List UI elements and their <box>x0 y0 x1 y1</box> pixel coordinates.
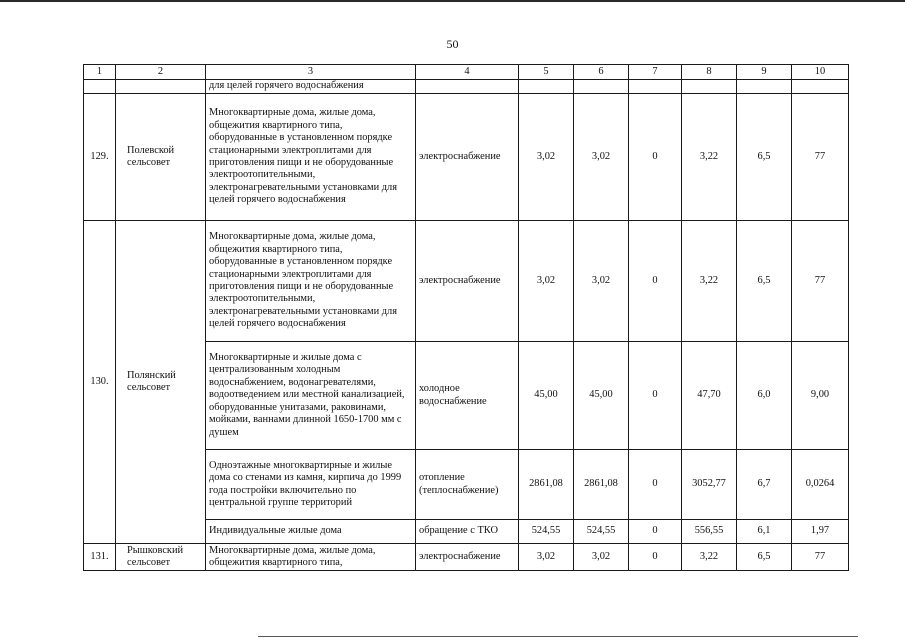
value-cell: 556,55 <box>682 520 737 544</box>
header-cell: 6 <box>574 65 629 80</box>
value-cell: 6,0 <box>737 342 792 450</box>
value-cell: 3,22 <box>682 94 737 221</box>
header-cell: 2 <box>116 65 206 80</box>
value-cell: 3,02 <box>519 94 574 221</box>
value-cell: 0 <box>629 342 682 450</box>
tariff-table <box>83 64 849 571</box>
value-cell: 524,55 <box>519 520 574 544</box>
value-cell: 47,70 <box>682 342 737 450</box>
settlement-name: Полянский сельсовет <box>116 221 206 544</box>
value-cell: 0,0264 <box>792 450 849 520</box>
service-cell: обращение с ТКО <box>416 520 519 544</box>
service-cell: холодное водоснабжение <box>416 342 519 450</box>
category-cell: для целей горячего водоснабжения <box>206 80 416 94</box>
value-cell: 2861,08 <box>519 450 574 520</box>
header-cell: 5 <box>519 65 574 80</box>
value-cell: 0 <box>629 94 682 221</box>
header-row <box>84 65 849 80</box>
settlement-name: Полевской сельсовет <box>116 94 206 221</box>
category-cell: Многоквартирные дома, жилые дома, общежития квартирного типа, оборудованные в установленном порядке стационарными электроплитами для приготовления пищи и не оборудованные электроотопительными, электронагревательными установками для целей горячего водоснабжения <box>206 221 416 342</box>
scan-top-edge <box>0 0 905 2</box>
value-cell: 6,5 <box>737 544 792 571</box>
value-cell: 9,00 <box>792 342 849 450</box>
category-cell: Одноэтажные многоквартирные и жилые дома со стенами из камня, кирпича до 1999 года постройки включительно по центральной группе территорий <box>206 450 416 520</box>
service-cell: электроснабжение <box>416 94 519 221</box>
value-cell: 3,02 <box>574 94 629 221</box>
page-number: 50 <box>446 37 459 51</box>
row-number: 131. <box>84 544 116 571</box>
value-cell: 3,02 <box>519 221 574 342</box>
value-cell: 0 <box>629 221 682 342</box>
value-cell: 2861,08 <box>574 450 629 520</box>
value-cell: 3,22 <box>682 221 737 342</box>
value-cell: 3,02 <box>519 544 574 571</box>
value-cell: 77 <box>792 221 849 342</box>
value-cell: 3,22 <box>682 544 737 571</box>
value-cell: 45,00 <box>519 342 574 450</box>
value-cell: 6,7 <box>737 450 792 520</box>
value-cell: 6,5 <box>737 94 792 221</box>
value-cell: 3052,77 <box>682 450 737 520</box>
service-cell: отопление (теплоснабжение) <box>416 450 519 520</box>
value-cell: 0 <box>629 520 682 544</box>
header-cell: 8 <box>682 65 737 80</box>
value-cell: 6,5 <box>737 221 792 342</box>
scan-bottom-edge <box>258 636 858 637</box>
service-cell: электроснабжение <box>416 544 519 571</box>
value-cell: 1,97 <box>792 520 849 544</box>
header-cell: 4 <box>416 65 519 80</box>
table-row <box>84 221 849 342</box>
value-cell: 3,02 <box>574 544 629 571</box>
table-row <box>84 94 849 221</box>
category-cell: Многоквартирные и жилые дома с централизованным холодным водоснабжением, водонагревателями, водоотведением или местной канализацией, оборудованные унитазами, раковинами, мойками, ваннами длинной 1650-1700 мм с душем <box>206 342 416 450</box>
value-cell: 3,02 <box>574 221 629 342</box>
header-cell: 7 <box>629 65 682 80</box>
value-cell: 0 <box>629 544 682 571</box>
value-cell: 77 <box>792 544 849 571</box>
settlement-name: Рышковский сельсовет <box>116 544 206 571</box>
value-cell: 45,00 <box>574 342 629 450</box>
table-row <box>84 544 849 571</box>
value-cell: 77 <box>792 94 849 221</box>
service-cell: электроснабжение <box>416 221 519 342</box>
value-cell: 0 <box>629 450 682 520</box>
value-cell: 6,1 <box>737 520 792 544</box>
header-cell: 9 <box>737 65 792 80</box>
row-number: 130. <box>84 221 116 544</box>
category-cell: Многоквартирные дома, жилые дома, общежития квартирного типа, оборудованные в установленном порядке стационарными электроплитами для приготовления пищи и не оборудованные электроотопительными, электронагревательными установками для целей горячего водоснабжения <box>206 94 416 221</box>
header-cell: 1 <box>84 65 116 80</box>
row-number: 129. <box>84 94 116 221</box>
value-cell: 524,55 <box>574 520 629 544</box>
header-cell: 3 <box>206 65 416 80</box>
category-cell: Многоквартирные дома, жилые дома, общежития квартирного типа, <box>206 544 416 571</box>
continued-row <box>84 80 849 94</box>
header-cell: 10 <box>792 65 849 80</box>
category-cell: Индивидуальные жилые дома <box>206 520 416 544</box>
